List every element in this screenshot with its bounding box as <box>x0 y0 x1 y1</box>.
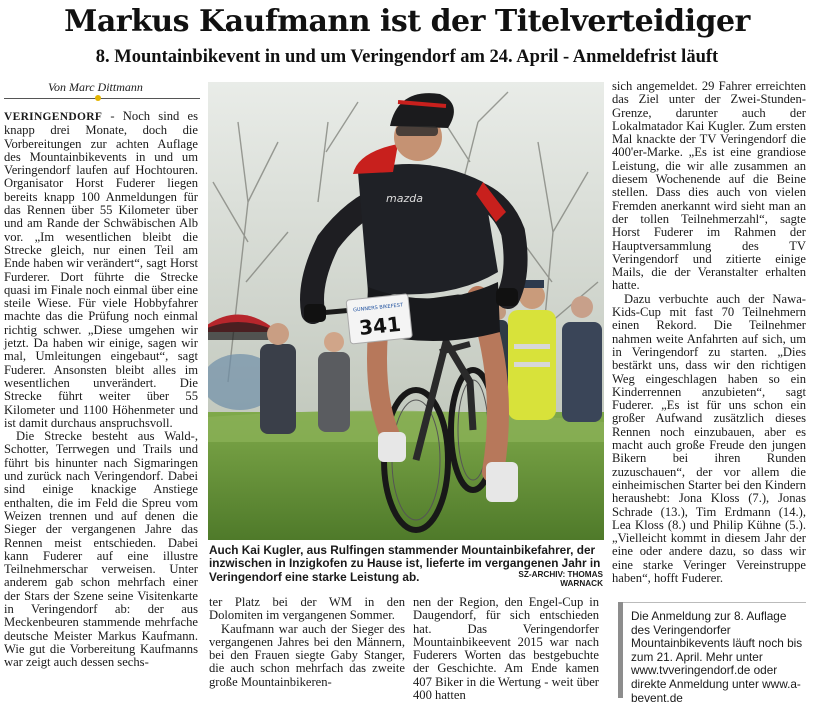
bib-sponsor-text: GUNNERS BIKEFEST <box>352 302 404 314</box>
byline-dot <box>95 95 101 101</box>
bib-number: 341 <box>357 311 402 340</box>
paragraph-text: - Noch sind es knapp drei Monate, doch die Vorbereitungen zur achten Auflage des Mountainbikevents in und um Veringendorf laufen auf Hochtouren. Organisator Horst Fuderer liegen bereits knapp 100 Anmeldungen für das Rennen über 55 Kilometer über und am Rande der Schwäbischen Alb vor. „Im wesentlichen bleibt die Strecke gleich, nur einen Teil am Ende haben wir verändert“, sagt Horst Furderer. Dort führte die Strecke quasi im Finale noch einmal über eine steile Wiese. Für viele Hobbyfahrer machte das die Prüfung noch einmal richtig schwer. „Diese umgehen wir jetzt. Da haben wir einige, sagen wir mal, Umleitungen eingebaut“, sagt Fuderer. Ansonsten bleibt alles im wesentlichen unverändert. Die Strecke führt weiter über 55 Kilometer und 1100 Höhenmeter und ist damit durchaus anspruchsvoll. <box>4 109 198 430</box>
article-photo <box>208 82 604 540</box>
dateline: VERINGENDORF <box>4 111 103 123</box>
headline: Markus Kaufmann ist der Titelverteidiger <box>64 4 750 39</box>
paragraph: nen der Region, den Engel-Cup in Daugendorf, für sich entschieden hat. Das Veringendorfer Mountainbikeevent 2015 war nach Fuderers Worten das bestgebuchte der Geschichte. Am Ende kamen 407 Biker in die Wertung - weit über 400 hatten <box>413 595 599 703</box>
paragraph: sich angemeldet. 29 Fahrer erreichten das Ziel unter der Zwei-Stunden-Grenze, darunter auch der Lokalmatador Kai Kugler. Zum ersten Mal knackte der TV Veringendorf die 400'er-Marke. „Es ist eine grandiose Leistung, die wir alle zusammen an diesem Wochenende auf die Beine stellen. Dass dies auch von vielen Fremden anerkannt wird sieht man an der tollen Teilnehmerzahl“, sagte Horst Fuderer im Rahmen der Hauptversammlung des TV Veringendorf und zitierte einige Mails, die der Veranstalter erhalten hatte. <box>612 79 806 293</box>
byline-rule <box>4 98 200 99</box>
jersey-logo-text: mazda <box>386 192 423 205</box>
paragraph: Kaufmann war auch der Sieger des vergangenen Jahres bei den Männern, bei den Frauen siegte Gaby Stanger, die auch schon mehrfach das zweite große Mountainbikeren- <box>209 621 405 689</box>
article-column-3 <box>413 596 599 702</box>
paragraph: Dazu verbuchte auch der Nawa-Kids-Cup mit fast 70 Teilnehmern einen Rekord. Die Teilnehmer nahmen weite Anfahrten auf sich, um in Veringendorf zu starten. „Dies bestärkt uns, dass wir den richtigen Weg eingeschlagen haben so ein Kinderrennen anzubieten“, sagt Fuderer. „Es ist für uns schon ein großer Aufwand zusätzlich dieses Rennen noch einzubauen, aber es macht auch große Freude den jungen Bikern bei ihren Runden zuzuschauen“, der vor allem die einheimischen Starter bei den Kindern heraushebt: Jona Kloss (7.), Jonas Schrade (13.), Tim Erdmann (14.), Lea Kloss (8.) und Philip Kühne (5.). „Vielleicht kommt in diesem Jahr der eine oder andere dazu, so dass wir eine starke Veringer Vereinstruppe haben“, hofft Fuderer. <box>612 291 806 585</box>
article-column-2 <box>209 596 405 689</box>
paragraph: ter Platz bei der WM in den Dolomiten im vergangenen Sommer. <box>209 595 405 623</box>
info-box <box>618 602 806 705</box>
article-column-4 <box>612 80 806 585</box>
byline: Von Marc Dittmann <box>48 80 143 94</box>
subheadline: 8. Mountainbikevent in und um Veringendorf am 24. April - Anmeldefrist läuft <box>95 47 719 67</box>
paragraph <box>4 110 198 430</box>
photo-credit: SZ-ARCHIV: THOMAS WARNACK <box>518 570 603 588</box>
paragraph: Die Strecke besteht aus Wald-, Schotter, Terrwegen und Trails und führt bis hinunter nach Sigmaringen und zurück nach Veringendorf. Dabei sind einige knackige Anstiege enthalten, die im Feld die Spreu vom Weizen trennen und auf denen die Sieger der vergangenen Jahre das Rennen meist entschieden. Dabei kann Fuderer auf eine illustre Teilnehmerschar verweisen. Unter anderem gab schon mehrfach einer der Stars der Szene seine Visitenkarte in Veringendorf ab: der aus Meckenbeuren stammende mehrfache deutsche Meister Markus Kaufmann. Wie gut die Vorbereitung Kaufmanns war zeigt auch dessen sechs- <box>4 429 198 670</box>
photo-caption: Auch Kai Kugler, aus Rulfingen stammender Mountainbikefahrer, der inzwischen in Inzigkofen zu Hause ist, lieferte im vergangenen Jahr in Veringendorf eine starke Leistung ab. <box>209 543 601 584</box>
article-column-1 <box>4 110 198 703</box>
info-box-text: Die Anmeldung zur 8. Auflage des Veringendorfer Mountainbikevents läuft noch bis zum 21. April. Mehr unter www.tvveringendorf.de oder direkte Anmeldung unter www.a-bevent.de <box>631 609 803 705</box>
